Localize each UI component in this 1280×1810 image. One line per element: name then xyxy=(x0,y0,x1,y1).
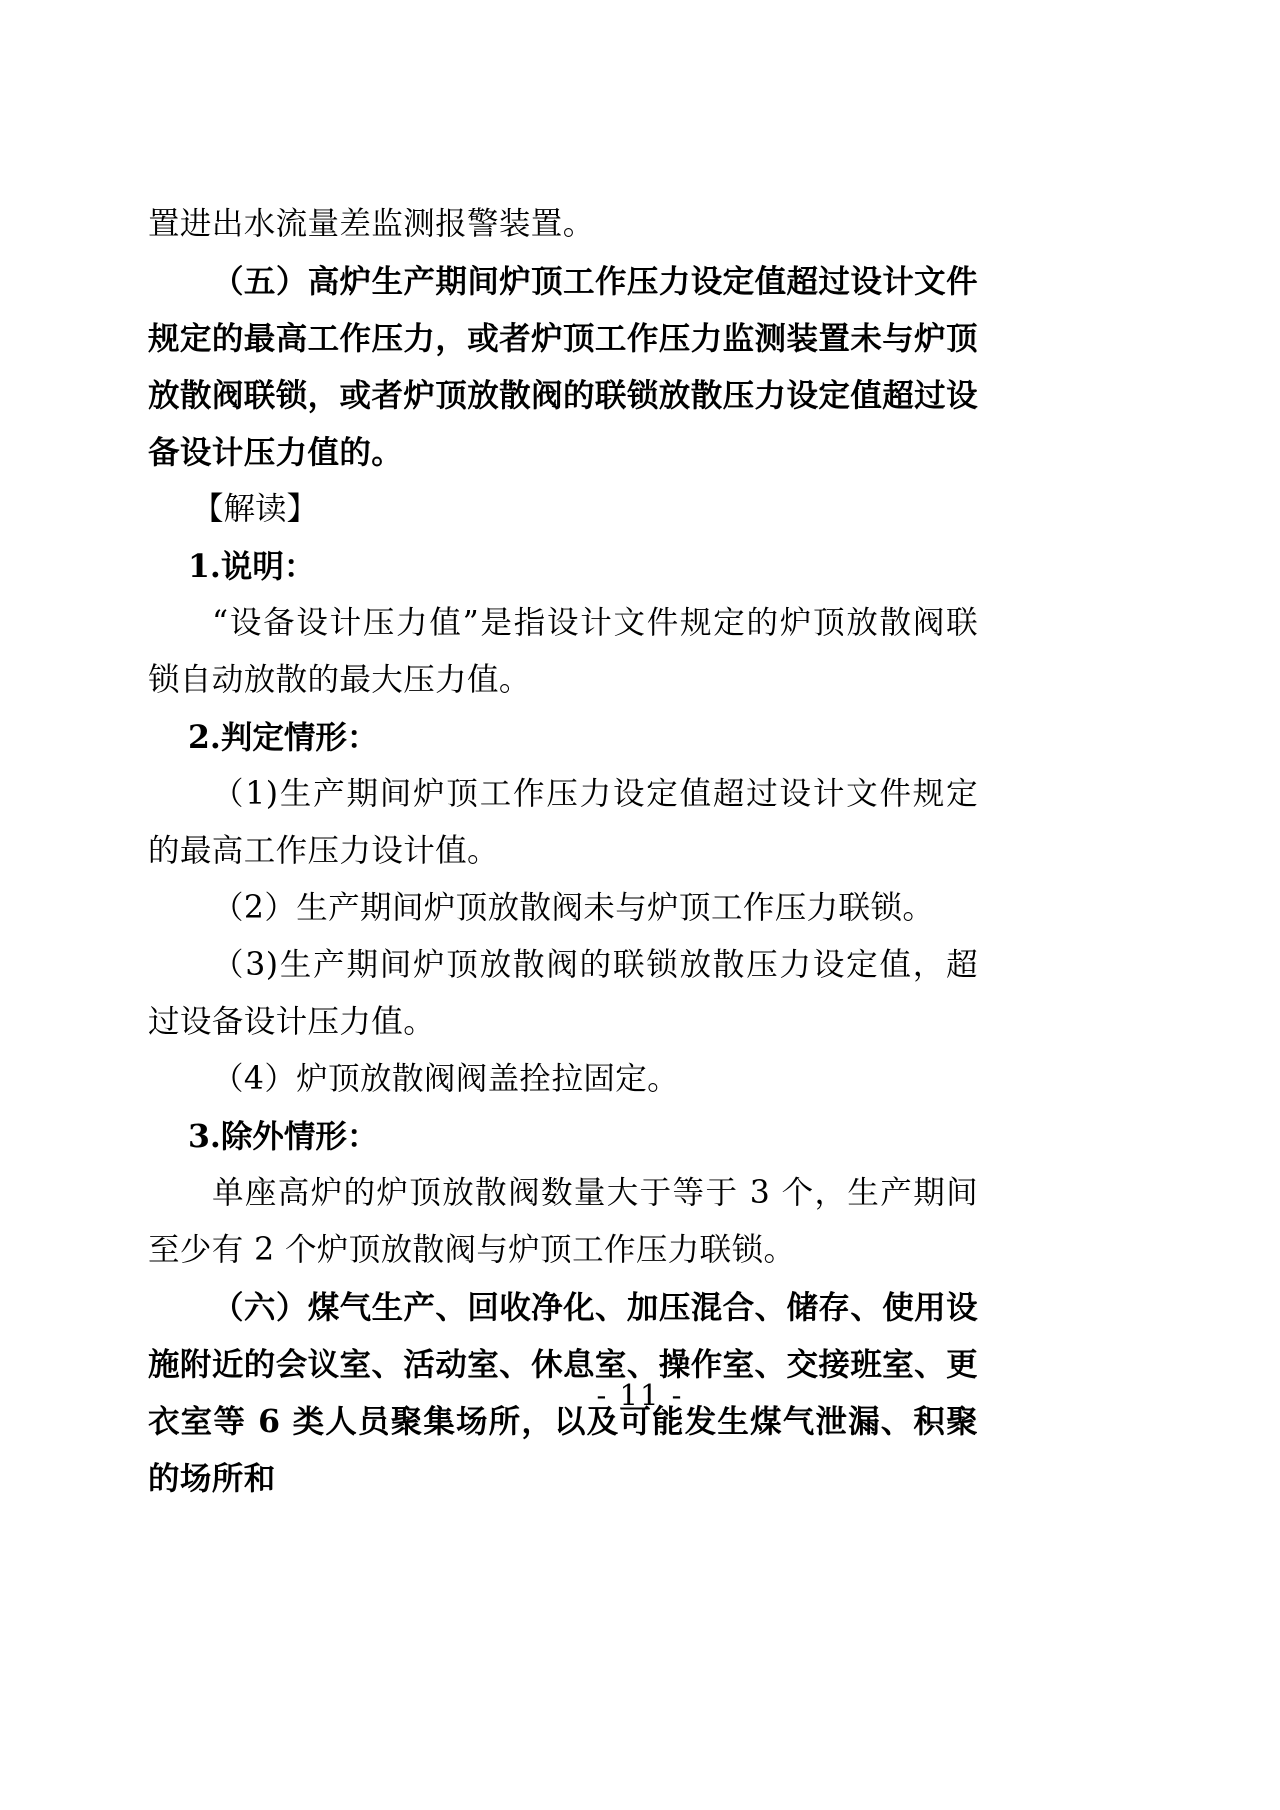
heading-exception-cases: 3.除外情形： xyxy=(188,1118,379,1155)
paragraph-case-1: （1)生产期间炉顶工作压力设定值超过设计文件规定的最高工作压力设计值。 xyxy=(148,776,978,869)
paragraph-case-2: （2）生产期间炉顶放散阀未与炉顶工作压力联锁。 xyxy=(212,890,935,926)
paragraph-case-4: （4）炉顶放散阀阀盖拴拉固定。 xyxy=(212,1061,680,1097)
paragraph-explanation-body: “设备设计压力值”是指设计文件规定的炉顶放散阀联锁自动放散的最大压力值。 xyxy=(148,605,978,698)
paragraph-exception-body: 单座高炉的炉顶放散阀数量大于等于 3 个，生产期间至少有 2 个炉顶放散阀与炉顶工作压力联锁。 xyxy=(148,1175,978,1268)
paragraph-clause-six: （六）煤气生产、回收净化、加压混合、储存、使用设施附近的会议室、活动室、休息室、操作室、交接班室、更衣室等 6 类人员聚集场所，以及可能发生煤气泄漏、积聚的场所和 xyxy=(148,1289,978,1497)
paragraph-continuation: 置进出水流量差监测报警装置。 xyxy=(148,206,595,242)
paragraph-case-3: （3)生产期间炉顶放散阀的联锁放散压力设定值，超过设备设计压力值。 xyxy=(148,947,978,1040)
paragraph-interpretation-label: 【解读】 xyxy=(192,491,319,527)
document-body xyxy=(148,196,978,1507)
heading-judgement-cases: 2.判定情形： xyxy=(188,719,379,756)
paragraph-clause-five: （五）高炉生产期间炉顶工作压力设定值超过设计文件规定的最高工作压力，或者炉顶工作压力监测装置未与炉顶放散阀联锁，或者炉顶放散阀的联锁放散压力设定值超过设备设计压力值的。 xyxy=(148,263,978,471)
heading-explanation: 1.说明： xyxy=(188,548,316,585)
page-number: - 11 - xyxy=(596,1378,684,1412)
